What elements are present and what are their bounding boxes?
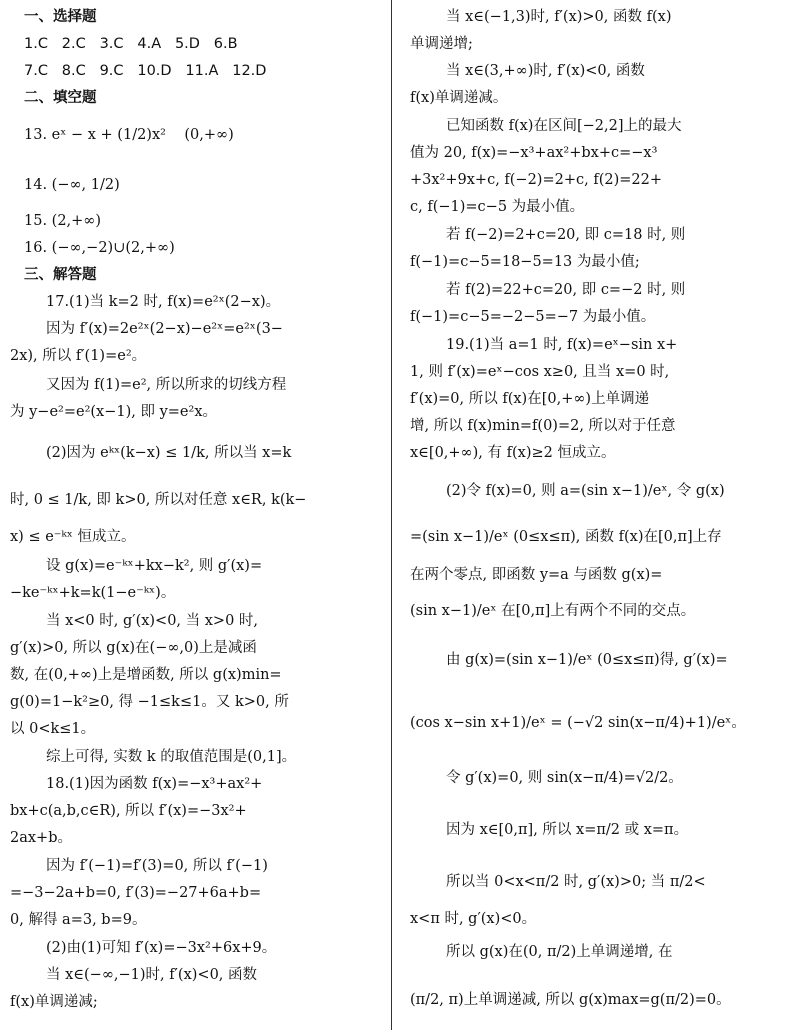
right-column-line: f′(x)=0, 所以 f(x)在[0,+∞)上单调递 [410, 391, 650, 407]
right-column-line: (π/2, π)上单调递减, 所以 g(x)max=g(π/2)=0。 [410, 992, 731, 1008]
right-column-line: f(−1)=c−5=18−5=13 为最小值; [410, 254, 640, 270]
right-column-line: 因为 x∈[0,π], 所以 x=π/2 或 x=π。 [446, 822, 689, 838]
right-column-line: 令 g′(x)=0, 则 sin(x−π/4)=√2/2。 [446, 770, 683, 786]
left-column-line: 时, 0 ≤ 1/k, 即 k>0, 所以对任意 x∈R, k(k− [10, 492, 307, 508]
left-column-line: 因为 f′(x)=2e²ˣ(2−x)−e²ˣ=e²ˣ(3− [46, 321, 283, 337]
right-column-line: 所以 g(x)在(0, π/2)上单调递增, 在 [446, 944, 673, 960]
left-column-line: 以 0<k≤1。 [10, 721, 96, 737]
right-column-line: 由 g(x)=(sin x−1)/eˣ (0≤x≤π)得, g′(x)= [446, 652, 728, 668]
right-column-line: 所以当 0<x<π/2 时, g′(x)>0; 当 π/2< [446, 874, 706, 890]
left-column-line: 数, 在(0,+∞)上是增函数, 所以 g(x)min= [10, 667, 282, 683]
left-column-line: 1.C 2.C 3.C 4.A 5.D 6.B [24, 36, 238, 52]
left-column-line: 当 x∈(−∞,−1)时, f′(x)<0, 函数 [46, 967, 258, 983]
left-column-line: 15. (2,+∞) [24, 213, 102, 229]
right-column-line: 单调递增; [410, 36, 473, 52]
right-column-line: f(−1)=c−5=−2−5=−7 为最小值。 [410, 309, 656, 325]
right-column-line: 值为 20, f(x)=−x³+ax²+bx+c=−x³ [410, 145, 658, 161]
right-column-line: 当 x∈(−1,3)时, f′(x)>0, 函数 f(x) [446, 9, 672, 25]
left-column-line: 2ax+b。 [10, 830, 72, 846]
right-column-line: 在两个零点, 即函数 y=a 与函数 g(x)= [410, 567, 663, 583]
left-column-line: 因为 f′(−1)=f′(3)=0, 所以 f′(−1) [46, 858, 268, 874]
right-column-line: c, f(−1)=c−5 为最小值。 [410, 199, 585, 215]
left-column-line: bx+c(a,b,c∈R), 所以 f′(x)=−3x²+ [10, 803, 247, 819]
left-column-line: 14. (−∞, 1/2) [24, 177, 120, 193]
right-column-line: x<π 时, g′(x)<0。 [410, 911, 537, 927]
right-column-line: (cos x−sin x+1)/eˣ = (−√2 sin(x−π/4)+1)/eˣ。 [410, 715, 746, 731]
left-column-line: g(0)=1−k²≥0, 得 −1≤k≤1。又 k>0, 所 [10, 694, 289, 710]
left-column-line: 当 x<0 时, g′(x)<0, 当 x>0 时, [46, 613, 259, 629]
left-column-line: −ke⁻ᵏˣ+k=k(1−e⁻ᵏˣ)。 [10, 585, 176, 601]
left-column-line: 7.C 8.C 9.C 10.D 11.A 12.D [24, 63, 267, 79]
left-column-line: 综上可得, 实数 k 的取值范围是(0,1]。 [46, 749, 297, 765]
left-column-line: x) ≤ e⁻ᵏˣ 恒成立。 [10, 529, 136, 545]
left-column-line: 三、解答题 [24, 267, 97, 283]
left-column-line: 一、选择题 [24, 9, 97, 25]
right-column-line: (sin x−1)/eˣ 在[0,π]上有两个不同的交点。 [410, 603, 696, 619]
left-column-line: 0, 解得 a=3, b=9。 [10, 912, 147, 928]
right-column-line: 若 f(2)=22+c=20, 即 c=−2 时, 则 [446, 282, 686, 298]
right-column-line: x∈[0,+∞), 有 f(x)≥2 恒成立。 [410, 445, 616, 461]
right-column-line: 19.(1)当 a=1 时, f(x)=eˣ−sin x+ [446, 337, 678, 353]
left-column-line: 18.(1)因为函数 f(x)=−x³+ax²+ [46, 776, 263, 792]
left-column-line: 16. (−∞,−2)∪(2,+∞) [24, 240, 175, 256]
right-column-line: =(sin x−1)/eˣ (0≤x≤π), 函数 f(x)在[0,π]上存 [410, 529, 722, 545]
right-column-line: f(x)单调递减。 [410, 90, 508, 106]
right-column-line: 若 f(−2)=2+c=20, 即 c=18 时, 则 [446, 227, 686, 243]
left-column-line: (2)因为 eᵏˣ(k−x) ≤ 1/k, 所以当 x=k [46, 445, 292, 461]
left-column-line: 二、填空题 [24, 90, 97, 106]
left-column-line: f(x)单调递减; [10, 994, 98, 1010]
left-column-line: (2)由(1)可知 f′(x)=−3x²+6x+9。 [46, 940, 277, 956]
left-column-line: 为 y−e²=e²(x−1), 即 y=e²x。 [10, 404, 217, 420]
column-divider [391, 0, 392, 1030]
left-column-line: 13. eˣ − x + (1/2)x² (0,+∞) [24, 127, 234, 143]
right-column-line: 当 x∈(3,+∞)时, f′(x)<0, 函数 [446, 63, 645, 79]
left-column-line: 设 g(x)=e⁻ᵏˣ+kx−k², 则 g′(x)= [46, 558, 263, 574]
right-column-line: 已知函数 f(x)在区间[−2,2]上的最大 [446, 118, 682, 134]
left-column-line: =−3−2a+b=0, f′(3)=−27+6a+b= [10, 885, 262, 901]
right-column-line: 增, 所以 f(x)min=f(0)=2, 所以对于任意 [410, 418, 676, 434]
left-column-line: 17.(1)当 k=2 时, f(x)=e²ˣ(2−x)。 [46, 294, 281, 310]
right-column-line: 1, 则 f′(x)=eˣ−cos x≥0, 且当 x=0 时, [410, 364, 670, 380]
left-column-line: 2x), 所以 f′(1)=e²。 [10, 348, 147, 364]
left-column-line: 又因为 f(1)=e², 所以所求的切线方程 [46, 377, 287, 393]
left-column-line: g′(x)>0, 所以 g(x)在(−∞,0)上是减函 [10, 640, 257, 656]
right-column-line: +3x²+9x+c, f(−2)=2+c, f(2)=22+ [410, 172, 662, 188]
right-column-line: (2)令 f(x)=0, 则 a=(sin x−1)/eˣ, 令 g(x) [446, 483, 725, 499]
